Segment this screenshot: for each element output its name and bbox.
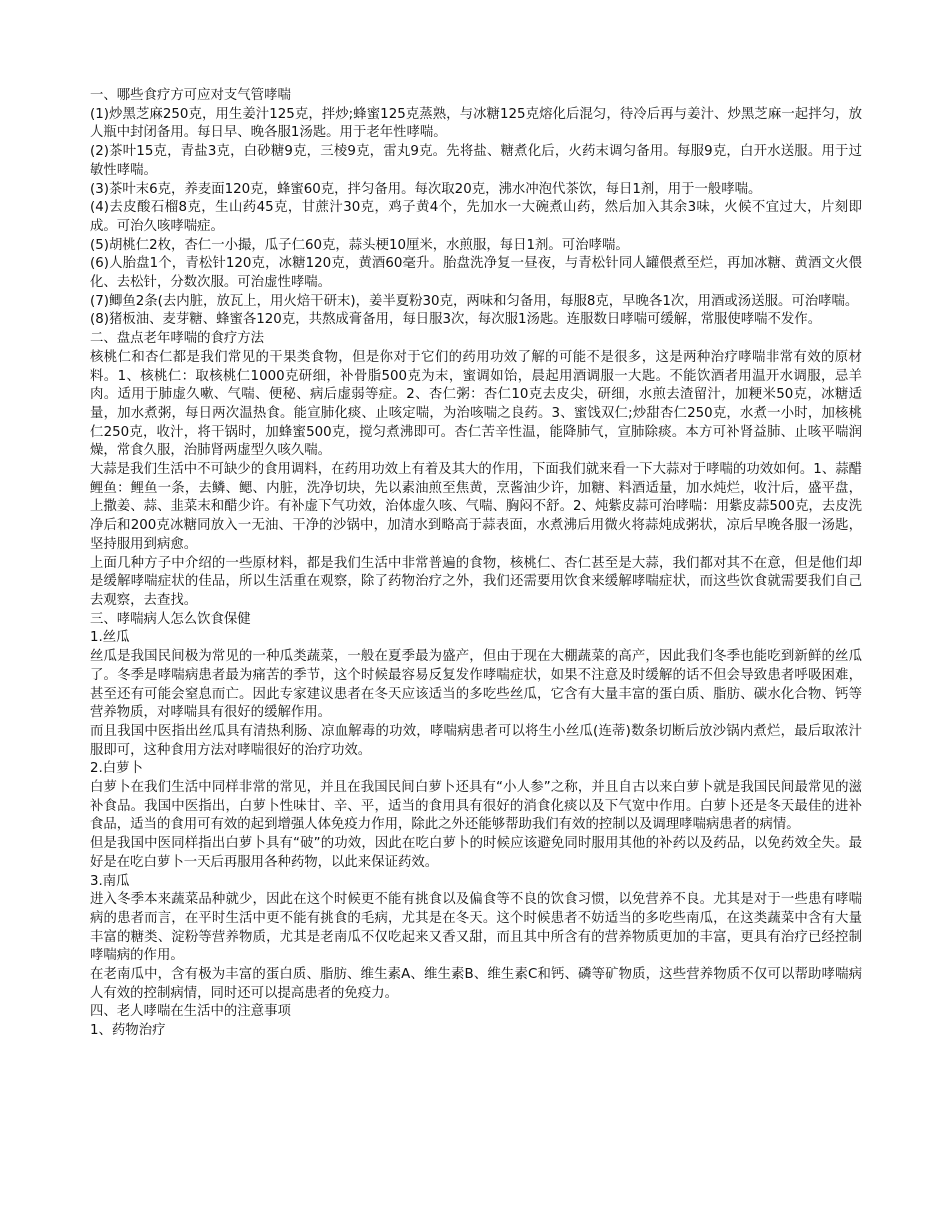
pumpkin-paragraph-1: 进入冬季本来蔬菜品种就少，因此在这个时候更不能有挑食以及偏食等不良的饮食习惯，以免营养不良。尤其是对于一些患有哮喘病的患者而言，在平时生活中更不能有挑食的毛病，尤其是在冬天。这个时候患者不妨适当的多吃些南瓜，在这类蔬菜中含有大量丰富的糖类、淀粉等营养物质，尤其是老南瓜不仅吃起来又香又甜，而且其中所含有的营养物质更加的丰富，更具有治疗已经控制哮喘病的作用。: [90, 892, 862, 964]
subheading-medication: 1、药物治疗: [90, 1023, 166, 1039]
garlic-paragraph: 大蒜是我们生活中不可缺少的食用调料，在药用功效上有着及其大的作用，下面我们就来看一下大蒜对于哮喘的功效如何。1、蒜醋鲤鱼：鲤鱼一条，去鳞、鳃、内脏，洗净切块，先以素油煎至焦黄，烹酱油少许，加糖、料酒适量，加水炖烂，收汁后，盛平盘，上撒姜、蒜、韭菜末和醋少许。有补虚下气功效，治体虚久咳、气喘、胸闷不舒。2、炖紫皮蒜可治哮喘：用紫皮蒜500克，去皮洗净后和200克冰糖同放入一无油、干净的沙锅中，加清水到略高于蒜表面，水煮沸后用微火将蒜炖成粥状，凉后早晚各服一汤匙，坚持服用到病愈。: [90, 462, 862, 552]
subheading-pumpkin: 3.南瓜: [90, 873, 130, 889]
recipe-item-5: (5)胡桃仁2枚，杏仁一小撮，瓜子仁60克，蒜头梗10厘米，水煎服，每日1剂。可治哮喘。: [90, 237, 629, 253]
walnut-almond-paragraph: 核桃仁和杏仁都是我们常见的干果类食物，但是你对于它们的药用功效了解的可能不是很多，这是两种治疗哮喘非常有效的原材料。1、核桃仁：取核桃仁1000克研细，补骨脂500克为末，蜜调如饴，晨起用酒调服一大匙。不能饮酒者用温开水调服，忌羊肉。适用于肺虚久嗽、气喘、便秘、病后虚弱等症。2、杏仁粥：杏仁10克去皮尖，研细，水煎去渣留汁，加粳米50克，冰糖适量，加水煮粥，每日两次温热食。能宣肺化痰、止咳定喘，为治咳喘之良药。3、蜜饯双仁;炒甜杏仁250克，水煮一小时，加核桃仁250克，收汁，将干锅时，加蜂蜜500克，搅匀煮沸即可。杏仁苦辛性温，能降肺气，宣肺除痰。本方可补肾益肺、止咳平喘润燥，常食久服，治肺肾两虚型久咳久喘。: [90, 349, 862, 459]
recipe-item-4: (4)去皮酸石榴8克，生山药45克，甘蔗汁30克，鸡子黄4个，先加水一大碗煮山药，然后加入其余3味，火候不宜过大，片刻即成。可治久咳哮喘症。: [90, 200, 862, 234]
section-heading-3: 三、哮喘病人怎么饮食保健: [90, 611, 251, 627]
subheading-radish: 2.白萝卜: [90, 761, 143, 777]
pumpkin-paragraph-2: 在老南瓜中，含有极为丰富的蛋白质、脂肪、维生素A、维生素B、维生素C和钙、磷等矿物质，这些营养物质不仅可以帮助哮喘病人有效的控制病情，同时还可以提高患者的免疫力。: [90, 967, 862, 1001]
luffa-paragraph-2: 而且我国中医指出丝瓜具有清热利肠、凉血解毒的功效，哮喘病患者可以将生小丝瓜(连蒂)数条切断后放沙锅内煮烂，最后取浓汁服即可，这种食用方法对哮喘很好的治疗功效。: [90, 723, 862, 758]
recipe-item-7: (7)鲫鱼2条(去内脏，放瓦上，用火焙干研末)，姜半夏粉30克，两味和匀备用，每服8克，早晚各1次，用酒或汤送服。可治哮喘。: [90, 293, 859, 309]
subheading-luffa: 1.丝瓜: [90, 630, 130, 646]
article-body: [90, 87, 862, 1041]
luffa-paragraph-1: 丝瓜是我国民间极为常见的一种瓜类蔬菜，一般在夏季最为盛产，但由于现在大棚蔬菜的高产，因此我们冬季也能吃到新鲜的丝瓜了。冬季是哮喘病患者最为痛苦的季节，这个时候最容易反复发作哮喘症状，如果不注意及时缓解的话不但会导致患者呼吸困难，甚至还有可能会窒息而亡。因此专家建议患者在冬天应该适当的多吃些丝瓜，它含有大量丰富的蛋白质、脂肪、碳水化合物、钙等营养物质，对哮喘具有很好的缓解作用。: [90, 649, 862, 721]
radish-paragraph-2: 但是我国中医同样指出白萝卜具有“破”的功效，因此在吃白萝卜的时候应该避免同时服用其他的补药以及药品，以免药效全失。最好是在吃白萝卜一天后再服用各种药物，以此来保证药效。: [90, 836, 862, 870]
recipe-item-8: (8)猪板油、麦芽糖、蜂蜜各120克，共熬成膏备用，每日服3次，每次服1汤匙。连服数日哮喘可缓解，常服使哮喘不发作。: [90, 312, 822, 328]
section-heading-2: 二、盘点老年哮喘的食疗方法: [90, 331, 265, 347]
recipe-item-6: (6)人胎盘1个，青松针120克，冰糖120克，黄酒60毫升。胎盘洗净复一昼夜，与青松针同人罐偎煮至烂，再加冰糖、黄酒文火偎化、去松针，分数次服。可治虚性哮喘。: [90, 256, 862, 291]
recipe-item-2: (2)茶叶15克，青盐3克，白砂糖9克，三棱9克，雷丸9克。先将盐、糖煮化后，火药末调匀备用。每服9克，白开水送服。用于过敏性哮喘。: [90, 144, 862, 178]
summary-paragraph: 上面几种方子中介绍的一些原材料，都是我们生活中非常普遍的食物，核桃仁、杏仁甚至是大蒜，我们都对其不在意，但是他们却是缓解哮喘症状的佳品，所以生活重在观察，除了药物治疗之外，我们还需要用饮食来缓解哮喘症状，而这些饮食就需要我们自己去观察，去查找。: [90, 555, 862, 608]
radish-paragraph-1: 白萝卜在我们生活中同样非常的常见，并且在我国民间白萝卜还具有“小人参”之称，并且自古以来白萝卜就是我国民间最常见的滋补食品。我国中医指出，白萝卜性味甘、辛、平，适当的食用具有很好的消食化痰以及下气宽中作用。白萝卜还是冬天最佳的进补食品，适当的食用可有效的起到增强人体免疫力作用，除此之外还能够帮助我们有效的控制以及调理哮喘病患者的病情。: [90, 780, 862, 833]
recipe-item-3: (3)茶叶末6克，养麦面120克，蜂蜜60克，拌匀备用。每次取20克，沸水冲泡代茶饮，每日1剂，用于一般哮喘。: [90, 181, 762, 197]
recipe-item-1: (1)炒黑芝麻250克，用生姜汁125克，拌炒;蜂蜜125克蒸熟，与冰糖125克熔化后混匀，待冷后再与姜汁、炒黑芝麻一起拌匀，放人瓶中封闭备用。每日早、晚各服1汤匙。用于老年性哮喘。: [90, 106, 862, 141]
section-heading-4: 四、老人哮喘在生活中的注意事项: [90, 1004, 291, 1020]
section-heading-1: 一、哪些食疗方可应对支气管哮喘: [90, 88, 291, 103]
